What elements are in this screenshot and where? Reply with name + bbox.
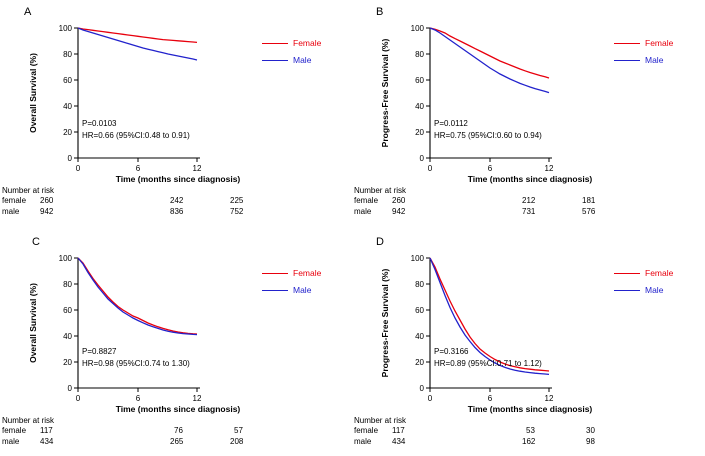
- male-legend-label: Male: [645, 285, 664, 295]
- panel-c-risk-table: [2, 416, 282, 448]
- panel-a-ytick-100: 100: [58, 24, 72, 33]
- panel-b-stat-p: P=0.0112: [434, 119, 468, 128]
- panel-d-ytick-40: 40: [415, 332, 424, 341]
- panel-a-risk-female-label: female: [2, 196, 27, 205]
- panel-c-risk-female-6: 76: [174, 426, 183, 435]
- panel-b-ytick-20: 20: [415, 128, 424, 137]
- male-legend-label: Male: [645, 55, 664, 65]
- panel-d-risk-male-6: 162: [522, 437, 536, 446]
- panel-c-ytick-0: 0: [67, 384, 72, 393]
- panel-d-ytick-20: 20: [415, 358, 424, 367]
- panel-a-ytick-0: 0: [67, 154, 72, 163]
- panel-b-ytick-80: 80: [415, 50, 424, 59]
- panel-b-ytick-40: 40: [415, 102, 424, 111]
- panel-a-risk-female-6: 242: [170, 196, 184, 205]
- male-legend-label: Male: [293, 55, 312, 65]
- panel-c-ytick-40: 40: [63, 332, 72, 341]
- panel-a-ytick-20: 20: [63, 128, 72, 137]
- panel-d-risk-female-12: 30: [586, 426, 595, 435]
- panel-b-risk-female-12: 181: [582, 196, 596, 205]
- panel-d-ylabel: Progress-Free Survival (%): [380, 268, 390, 378]
- male-line-swatch: [614, 290, 640, 291]
- panel-d-plot: [372, 244, 572, 404]
- panel-b-legend: [614, 38, 673, 72]
- panel-d-xtick-12: 12: [544, 394, 554, 403]
- panel-d-ytick-80: 80: [415, 280, 424, 289]
- panel-c-risk-female-label: female: [2, 426, 27, 435]
- panel-d-xtick-0: 0: [427, 394, 433, 403]
- panel-c-risk-female-0: 117: [40, 426, 53, 435]
- panel-a-risk-female-0: 260: [40, 196, 54, 205]
- panel-b-risk-male-label: male: [354, 207, 372, 216]
- panel-d-ytick-60: 60: [415, 306, 424, 315]
- female-line-swatch: [614, 273, 640, 274]
- panel-d-ytick-100: 100: [410, 254, 424, 263]
- panel-d-risk-header: Number at risk: [354, 416, 407, 425]
- panel-d-stat-p: P=0.3166: [434, 347, 469, 356]
- panel-d-stat-hr: HR=0.89 (95%CI:0.71 to 1.12): [434, 359, 542, 368]
- panel-a-svg: [20, 14, 220, 174]
- female-legend-label: Female: [293, 268, 322, 278]
- panel-a-xlabel: Time (months since diagnosis): [115, 174, 241, 184]
- panel-d-xtick-6: 6: [487, 394, 493, 403]
- panel-c-svg: [20, 244, 220, 404]
- female-legend-label: Female: [645, 38, 674, 48]
- panel-a-ytick-80: 80: [63, 50, 72, 59]
- panel-a-risk-male-0: 942: [40, 207, 54, 216]
- panel-b-risk-female-6: 212: [522, 196, 536, 205]
- panel-c-ylabel: Overall Survival (%): [28, 283, 38, 363]
- panel-b-xlabel: Time (months since diagnosis): [467, 174, 593, 184]
- panel-a-legend-female: [262, 38, 321, 48]
- panel-d-risk-female-6: 53: [526, 426, 535, 435]
- panel-a-risk-row-male: [2, 207, 282, 218]
- panel-d-risk-male-label: male: [354, 437, 372, 446]
- panel-c-risk-row-male: [2, 437, 282, 448]
- panel-a-risk-male-6: 836: [170, 207, 184, 216]
- panel-d-letter: D: [376, 236, 384, 248]
- panel-a-stat-p: P=0.0103: [82, 119, 117, 128]
- panel-b-legend-male: [614, 55, 673, 65]
- panel-b-risk-row-female: [354, 196, 644, 207]
- panel-c-plot: [20, 244, 220, 404]
- panel-c-ytick-100: 100: [58, 254, 72, 263]
- panel-b-risk-male-0: 942: [392, 207, 406, 216]
- panel-a-stat-hr: HR=0.66 (95%CI:0.48 to 0.91): [82, 131, 190, 140]
- panel-d-ytick-0: 0: [419, 384, 424, 393]
- panel-a-risk-row-female: [2, 196, 282, 207]
- panel-d-risk-row-female: [354, 426, 644, 437]
- female-line-swatch: [614, 43, 640, 44]
- panel-b-ylabel: Progress-Free Survival (%): [380, 38, 390, 148]
- panel-c-risk-male-0: 434: [40, 437, 54, 446]
- panel-a-risk-header: Number at risk: [2, 186, 55, 195]
- panel-b-risk-female-0: 260: [392, 196, 406, 205]
- panel-b-risk-male-6: 731: [522, 207, 536, 216]
- panel-b-xtick-6: 6: [487, 164, 493, 173]
- panel-b-plot: [372, 14, 572, 174]
- female-line-swatch: [262, 273, 288, 274]
- panel-c-xlabel: Time (months since diagnosis): [115, 404, 241, 414]
- panel-a-ytick-60: 60: [63, 76, 72, 85]
- panel-d-risk-female-label: female: [354, 426, 379, 435]
- panel-a-xtick-0: 0: [75, 164, 81, 173]
- panel-a-ylabel: Overall Survival (%): [28, 53, 38, 133]
- panel-c-risk-male-label: male: [2, 437, 20, 446]
- panel-b-ytick-100: 100: [410, 24, 424, 33]
- panel-b-legend-female: [614, 38, 673, 48]
- panel-d-legend: [614, 268, 673, 302]
- male-line-swatch: [262, 290, 288, 291]
- panel-c-legend-female: [262, 268, 321, 278]
- panel-d-risk-female-0: 117: [392, 426, 405, 435]
- panel-c-stat-p: P=0.8827: [82, 347, 117, 356]
- panel-c-risk-male-6: 265: [170, 437, 184, 446]
- male-line-swatch: [262, 60, 288, 61]
- panel-c-risk-header: Number at risk: [2, 416, 55, 425]
- panel-b-xtick-0: 0: [427, 164, 433, 173]
- panel-c-xtick-6: 6: [135, 394, 141, 403]
- panel-c-ytick-60: 60: [63, 306, 72, 315]
- panel-b-risk-table: [354, 186, 644, 218]
- panel-b-xtick-12: 12: [544, 164, 554, 173]
- panel-c-xtick-12: 12: [192, 394, 202, 403]
- panel-b-letter: B: [376, 6, 384, 18]
- panel-d-svg: [372, 244, 572, 404]
- female-line-swatch: [262, 43, 288, 44]
- panel-c-ytick-20: 20: [63, 358, 72, 367]
- panel-a-xtick-6: 6: [135, 164, 141, 173]
- panel-d-xlabel: Time (months since diagnosis): [467, 404, 593, 414]
- panel-b-risk-male-12: 576: [582, 207, 596, 216]
- panel-c-letter: C: [32, 236, 40, 248]
- panel-a-plot: [20, 14, 220, 174]
- panel-b-stat-hr: HR=0.75 (95%CI:0.60 to 0.94): [434, 131, 542, 140]
- panel-b-ytick-60: 60: [415, 76, 424, 85]
- panel-c-risk-row-female: [2, 426, 282, 437]
- panel-d-legend-female: [614, 268, 673, 278]
- panel-c-legend-male: [262, 285, 321, 295]
- panel-c-ytick-80: 80: [63, 280, 72, 289]
- panel-b-risk-row-male: [354, 207, 644, 218]
- panel-c-xtick-0: 0: [75, 394, 81, 403]
- panel-c-stat-hr: HR=0.98 (95%CI:0.74 to 1.30): [82, 359, 190, 368]
- panel-a-risk-table: [2, 186, 282, 218]
- panel-a-legend: [262, 38, 321, 72]
- panel-a-letter: A: [24, 6, 32, 18]
- panel-d-risk-male-12: 98: [586, 437, 595, 446]
- panel-b-risk-female-label: female: [354, 196, 379, 205]
- panel-c-risk-male-12: 208: [230, 437, 244, 446]
- panel-c-legend: [262, 268, 321, 302]
- panel-a-risk-female-12: 225: [230, 196, 244, 205]
- panel-d-risk-row-male: [354, 437, 644, 448]
- panel-a-risk-male-label: male: [2, 207, 20, 216]
- panel-d-risk-table: [354, 416, 644, 448]
- panel-b-risk-header: Number at risk: [354, 186, 407, 195]
- female-legend-label: Female: [293, 38, 322, 48]
- male-legend-label: Male: [293, 285, 312, 295]
- male-line-swatch: [614, 60, 640, 61]
- panel-b-ytick-0: 0: [419, 154, 424, 163]
- female-legend-label: Female: [645, 268, 674, 278]
- panel-d-legend-male: [614, 285, 673, 295]
- panel-c-risk-female-12: 57: [234, 426, 243, 435]
- panel-a-xtick-12: 12: [192, 164, 202, 173]
- panel-a-risk-male-12: 752: [230, 207, 244, 216]
- panel-d-risk-male-0: 434: [392, 437, 406, 446]
- panel-a-legend-male: [262, 55, 321, 65]
- panel-b-svg: [372, 14, 572, 174]
- panel-a-ytick-40: 40: [63, 102, 72, 111]
